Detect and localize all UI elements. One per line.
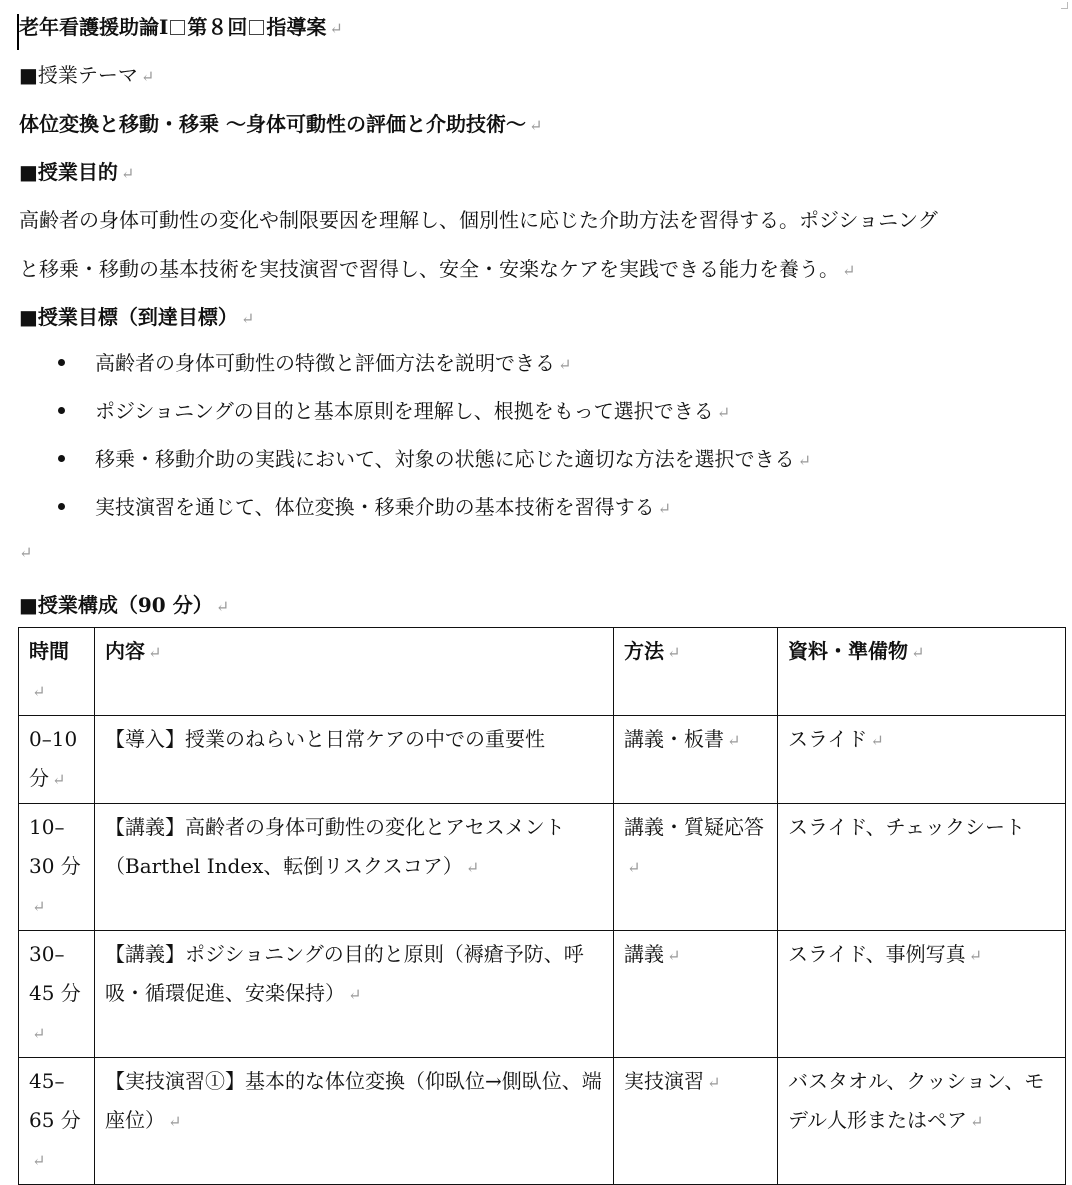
purpose-text-2: と移乗・移動の基本技術を実技演習で習得し、安全・安楽なケアを実践できる能力を養う。 (19, 257, 839, 281)
cell-method[interactable]: 講義 ↵ (614, 931, 778, 1058)
objectives-heading-line[interactable] (19, 302, 254, 334)
paragraph-mark-icon: ↵ (120, 164, 135, 183)
cell-method[interactable]: 講義・質疑応答↵ (614, 804, 778, 931)
bullet-icon (58, 359, 65, 366)
purpose-heading-line[interactable] (19, 157, 134, 189)
paragraph-mark-icon: ↵ (528, 116, 543, 135)
paragraph-mark-icon: ↵ (558, 355, 572, 374)
objective-text: 移乗・移動介助の実践において、対象の状態に応じた適切な方法を選択できる (95, 447, 795, 471)
column-header-content[interactable]: 内容 ↵ (95, 628, 614, 716)
table-row (19, 931, 1066, 1058)
purpose-text-1: 高齢者の身体可動性の変化や制限要因を理解し、個別性に応じた介助方法を習得する。ポジショニング (19, 208, 938, 232)
theme-heading-line[interactable] (19, 60, 154, 92)
theme-text: 体位変換と移動・移乗 ～身体可動性の評価と介助技術～ (19, 112, 526, 136)
cell-materials[interactable]: バスタオル、クッション、モデル人形またはペア ↵ (778, 1058, 1066, 1185)
paragraph-mark-icon: ↵ (140, 67, 155, 86)
objective-text: ポジショニングの目的と基本原則を理解し、根拠をもって選択できる (95, 399, 714, 423)
cell-method[interactable]: 実技演習 ↵ (614, 1058, 778, 1185)
objective-item[interactable] (58, 444, 811, 476)
paragraph-mark-icon: ↵ (657, 499, 672, 518)
bullet-icon (58, 455, 65, 462)
cell-content[interactable]: 【導入】授業のねらいと日常ケアの中での重要性 (95, 716, 614, 804)
session-number: 第８回 (187, 15, 248, 39)
structure-heading: ■授業構成（90 分） (19, 593, 213, 617)
objectives-heading: ■授業目標（到達目標） (19, 305, 238, 329)
theme-heading: ■授業テーマ (19, 63, 138, 87)
cell-content[interactable]: 【実技演習①】基本的な体位変換（仰臥位→側臥位、端座位） ↵ (95, 1058, 614, 1185)
paragraph-mark-icon: ↵ (842, 261, 856, 280)
cell-materials[interactable]: スライド、事例写真 ↵ (778, 931, 1066, 1058)
course-name: 老年看護援助論Ⅰ (19, 15, 169, 39)
cell-method[interactable]: 講義・板書 ↵ (614, 716, 778, 804)
table-row (19, 716, 1066, 804)
cell-content[interactable]: 【講義】高齢者の身体可動性の変化とアセスメント（Barthel Index、転倒リスクスコア） ↵ (95, 804, 614, 931)
paragraph-mark-icon: ↵ (19, 543, 33, 562)
bullet-icon (58, 503, 65, 510)
purpose-heading: ■授業目的 (19, 160, 118, 184)
objective-text: 実技演習を通じて、体位変換・移乗介助の基本技術を習得する (95, 495, 655, 519)
objective-item[interactable] (58, 492, 671, 524)
objective-text: 高齢者の身体可動性の特徴と評価方法を説明できる (95, 351, 555, 375)
cell-time[interactable]: 0–10 分 ↵ (19, 716, 95, 804)
placeholder-box-icon (249, 20, 264, 35)
purpose-text-line-2[interactable] (19, 254, 855, 286)
paragraph-mark-icon: ↵ (329, 19, 343, 38)
table-row (19, 1058, 1066, 1185)
lesson-structure-table (18, 627, 1066, 1185)
objective-item[interactable] (58, 396, 730, 428)
column-header-materials[interactable]: 資料・準備物 ↵ (778, 628, 1066, 716)
cell-time[interactable]: 10–30 分↵ (19, 804, 95, 931)
cell-materials[interactable]: スライド ↵ (778, 716, 1066, 804)
doc-type: 指導案 (266, 15, 327, 39)
theme-text-line[interactable] (19, 109, 542, 141)
objective-item[interactable] (58, 348, 571, 380)
page-corner-mark (1061, 2, 1068, 9)
document-title[interactable] (19, 12, 343, 44)
table-row (19, 804, 1066, 931)
paragraph-mark-icon: ↵ (716, 403, 731, 422)
cell-content[interactable]: 【講義】ポジショニングの目的と原則（褥瘡予防、呼吸・循環促進、安楽保持） ↵ (95, 931, 614, 1058)
paragraph-mark-icon: ↵ (797, 451, 812, 470)
column-header-time[interactable]: 時間↵ (19, 628, 95, 716)
cell-materials[interactable]: スライド、チェックシート (778, 804, 1066, 931)
paragraph-mark-icon: ↵ (215, 597, 230, 616)
placeholder-box-icon (170, 20, 185, 35)
structure-heading-line[interactable] (19, 590, 229, 622)
paragraph-mark-icon: ↵ (240, 309, 255, 328)
cell-time[interactable]: 45–65 分↵ (19, 1058, 95, 1185)
cell-time[interactable]: 30–45 分↵ (19, 931, 95, 1058)
purpose-text-line-1[interactable] (19, 205, 938, 235)
bullet-icon (58, 407, 65, 414)
column-header-method[interactable]: 方法 ↵ (614, 628, 778, 716)
table-header-row (19, 628, 1066, 716)
